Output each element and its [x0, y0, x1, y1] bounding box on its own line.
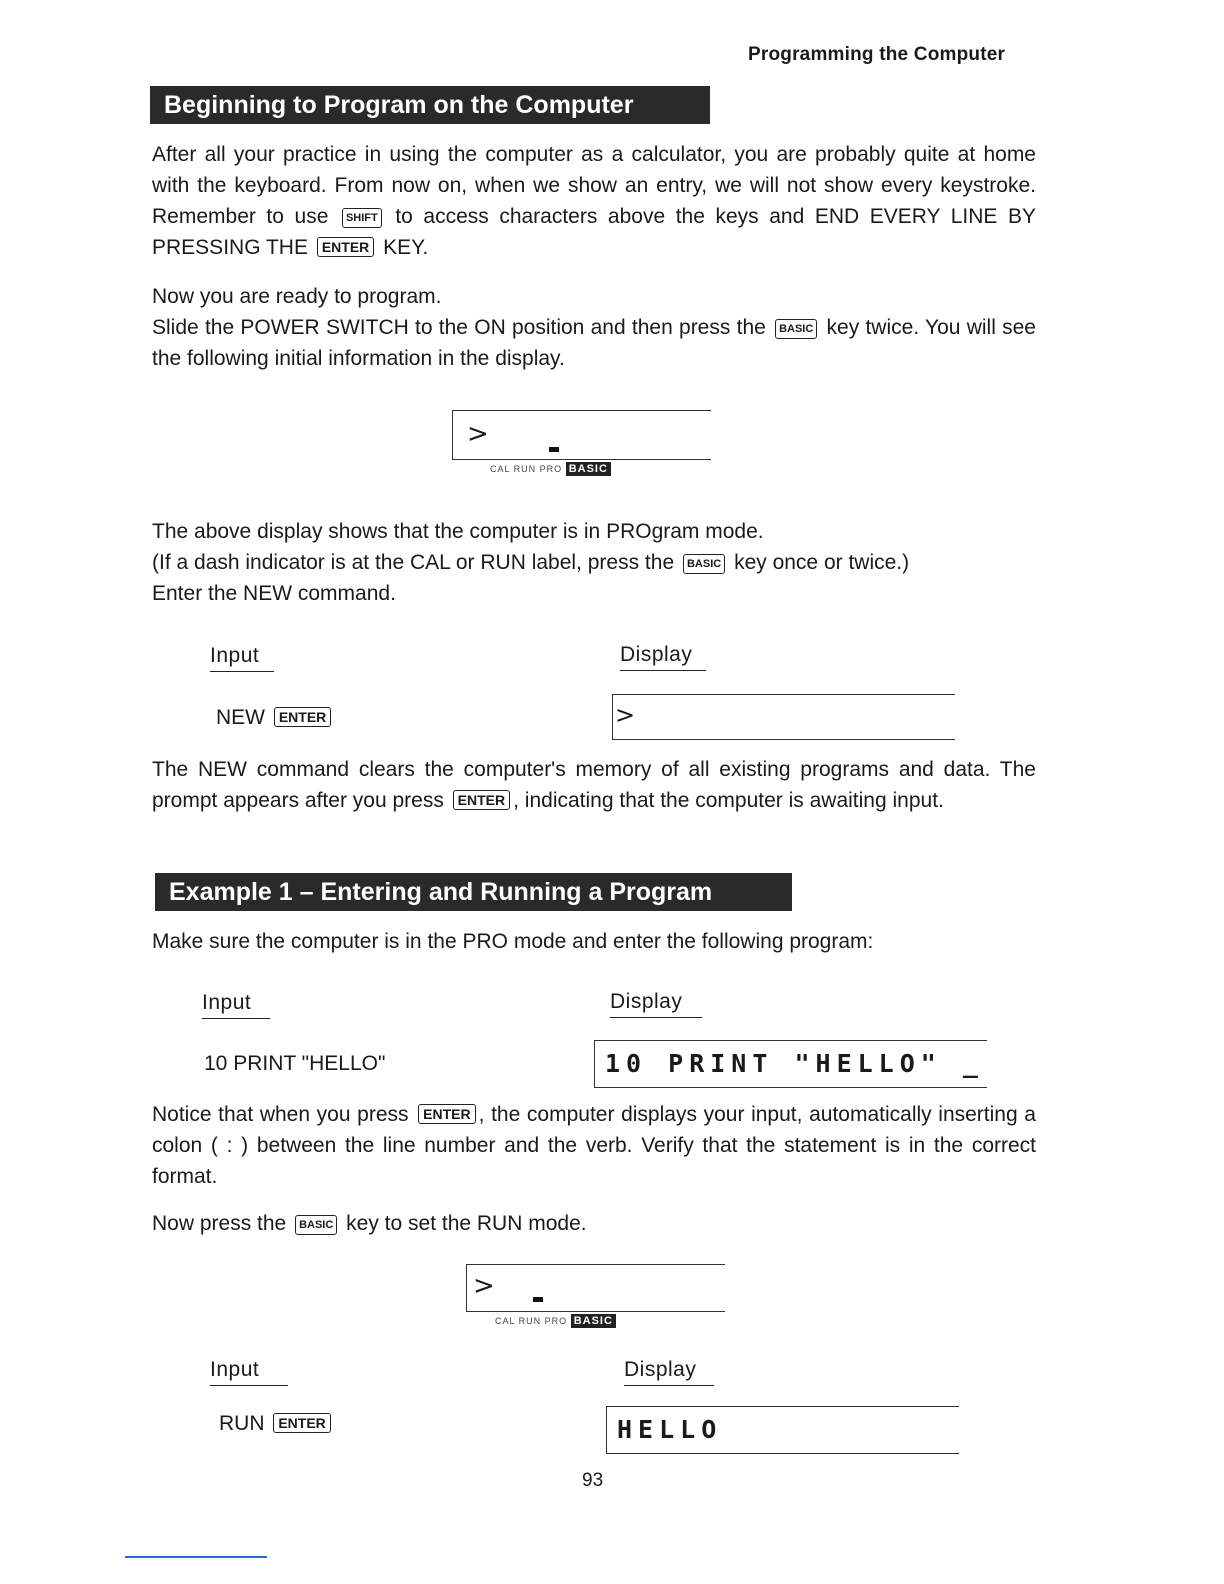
input-run-command: RUN ENTER: [219, 1412, 334, 1436]
display-output: HELLO: [617, 1415, 723, 1444]
display-column-header: Display: [610, 990, 702, 1018]
enter-key-icon: ENTER: [317, 237, 374, 257]
mode-indicator-row: CAL RUN PRO BASIC: [490, 462, 611, 476]
bottom-rule: [125, 1556, 267, 1558]
colon-insertion-paragraph: Notice that when you press ENTER , the computer displays your input, automatically inserting a colon ( : ) between the line number and the verb. Verify that the statement is in the correct format.: [152, 1103, 1036, 1188]
basic-mode-badge: BASIC: [571, 1314, 616, 1328]
enter-key-icon: ENTER: [273, 1413, 330, 1433]
run-mode-instruction: Now press the BASIC key to set the RUN mode.: [152, 1212, 587, 1235]
display-column-header: Display: [624, 1358, 714, 1386]
input-column-header: Input: [210, 644, 274, 672]
basic-mode-badge: BASIC: [566, 462, 611, 476]
ready-paragraph: Now you are ready to program. Slide the POWER SWITCH to the ON position and then press the BASIC key twice. You will see the following initial information in the display.: [152, 285, 1036, 370]
new-command-paragraph: The NEW command clears the computer's memory of all existing programs and data. The prompt appears after you press ENTER , indicating that the computer is awaiting input.: [152, 758, 1036, 812]
prompt-symbol: >: [615, 701, 636, 729]
input-column-header: Input: [202, 991, 270, 1019]
input-new-command: NEW ENTER: [216, 706, 334, 730]
display-program-line: 10 PRINT "HELLO" _: [605, 1049, 984, 1078]
page-number: 93: [582, 1470, 604, 1491]
lcd-display-initial: [452, 410, 711, 460]
lcd-display-new: [612, 694, 955, 740]
basic-key-icon: BASIC: [295, 1215, 337, 1235]
input-print-hello: 10 PRINT "HELLO": [204, 1052, 386, 1075]
enter-key-icon: ENTER: [274, 707, 331, 727]
pro-mode-instruction: Make sure the computer is in the PRO mode and enter the following program:: [152, 930, 874, 953]
program-mode-paragraph: The above display shows that the computer is in PROgram mode. (If a dash indicator is at the CAL or RUN label, press the BASIC key once or twice.) Enter the NEW command.: [152, 520, 910, 605]
cursor-icon: [533, 1297, 543, 1302]
basic-key-icon: BASIC: [683, 554, 725, 574]
section-title-beginning: Beginning to Program on the Computer: [150, 86, 710, 124]
basic-key-icon: BASIC: [775, 319, 817, 339]
prompt-symbol: >: [473, 1271, 495, 1301]
cursor-icon: [549, 447, 559, 452]
section-title-example-1: Example 1 – Entering and Running a Program: [155, 873, 792, 911]
prompt-symbol: >: [467, 419, 489, 449]
lcd-display-run-mode: [466, 1264, 725, 1312]
mode-indicator-row: CAL RUN PRO BASIC: [495, 1314, 616, 1328]
enter-key-icon: ENTER: [418, 1104, 475, 1124]
lcd-display-hello: [606, 1406, 959, 1454]
lcd-display-program-line: [594, 1040, 987, 1088]
enter-key-icon: ENTER: [453, 790, 510, 810]
running-header: Programming the Computer: [748, 44, 1006, 65]
input-column-header: Input: [210, 1358, 288, 1386]
shift-key-icon: SHIFT: [342, 208, 382, 228]
display-column-header: Display: [620, 643, 706, 671]
intro-paragraph: After all your practice in using the computer as a calculator, you are probably quite at home with the keyboard. From now on, when we show an entry, we will not show every keystroke. Remember to use SHIFT to access characters above the keys and END EVERY LINE BY PRESSING THE ENTER KEY.: [152, 143, 1036, 259]
